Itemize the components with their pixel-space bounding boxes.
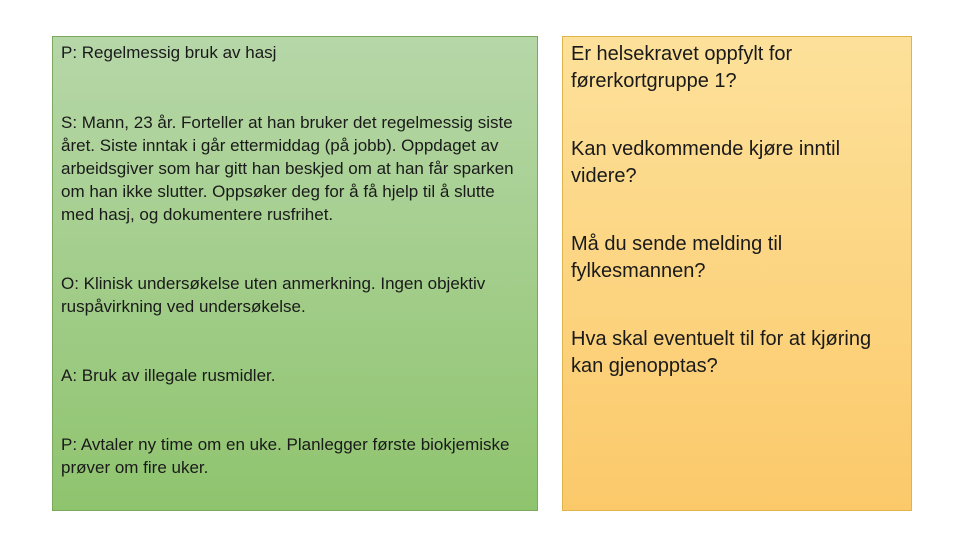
subjective-text: S: Mann, 23 år. Forteller at han bruker det regelmessig siste året. Siste inntak i går ettermiddag (på jobb). Oppdaget av arbeidsgiver som har gitt han beskjed om at han får sparken om han ikke slutter. Oppsøker deg for å få hjelp til å slutte med hasj, og dokumentere rusfrihet. [61, 113, 514, 224]
case-notes-panel [52, 36, 538, 511]
questions-panel [562, 36, 912, 511]
plan-text: P: Avtaler ny time om en uke. Planlegger første biokjemiske prøver om fire uker. [61, 435, 510, 477]
question-item: Må du sende melding til fylkesmannen? [571, 233, 783, 282]
question-item: Er helsekravet oppfylt for førerkortgruppe 1? [571, 43, 793, 92]
question-item: Hva skal eventuelt til for at kjøring kan gjenopptas? [571, 328, 872, 377]
question-item: Kan vedkommende kjøre inntil videre? [571, 138, 841, 187]
assessment-text: A: Bruk av illegale rusmidler. [61, 366, 276, 385]
problem-text: P: Regelmessig bruk av hasj [61, 43, 277, 62]
objective-text: O: Klinisk undersøkelse uten anmerkning. Ingen objektiv ruspåvirkning ved undersøkelse. [61, 274, 486, 316]
